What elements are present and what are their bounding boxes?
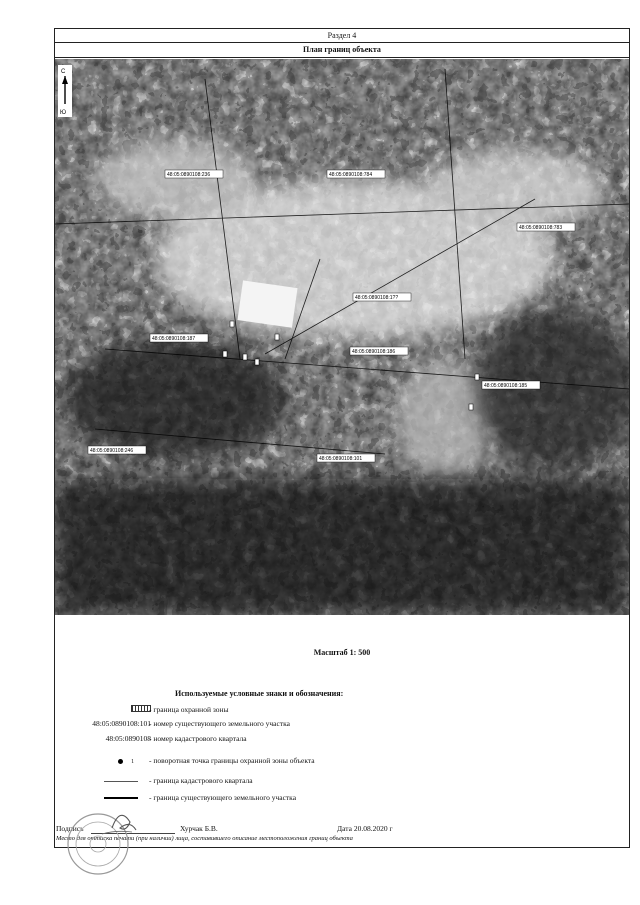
seal-note: Место для оттиска печати (при наличии) лица, составившего описание местоположения границ объекта [56,835,353,842]
map-label-187 [150,334,208,342]
map-label-185 [482,381,540,389]
svg-text:48:05:0890108:783: 48:05:0890108:783 [519,225,563,231]
svg-text:Ю: Ю [60,110,67,116]
map-label-783 [517,223,575,231]
page-title: План границ объекта [55,43,629,58]
legend-item-parcel-border: - граница существующего земельного участка [55,793,629,807]
svg-text:48:05:0890108:784: 48:05:0890108:784 [329,172,373,178]
svg-text:48:05:0890108:1??: 48:05:0890108:1?? [355,295,399,301]
svg-text:48:05:0890108:246: 48:05:0890108:246 [90,448,134,454]
signer-name: Хурчак Б.В. [180,824,218,833]
thin-line-icon [55,776,151,785]
zone-hatch-icon [55,705,151,714]
scale-label: Масштаб 1: 500 [313,648,371,657]
svg-text:48:05:0890108:186: 48:05:0890108:186 [352,349,396,355]
legend-item-turn-point: 1 - поворотная точка границы охранной зоны объекта [55,756,629,770]
signature-label: Подпись [56,824,84,833]
compass-icon [58,65,72,117]
svg-text:48:05:0890108:236: 48:05:0890108:236 [167,172,211,178]
map-label-236 [165,170,223,178]
section-header: Раздел 4 [55,29,629,43]
map-label-1xx [353,293,411,301]
legend-title: Используемые условные знаки и обозначения: [175,689,344,698]
legend-item-quarter-border: - граница кадастрового квартала [55,776,629,790]
map-label-186 [350,347,408,355]
building-shape [237,280,297,327]
svg-text:48:05:0890108:187: 48:05:0890108:187 [152,336,196,342]
map-label-101 [317,454,375,462]
svg-text:48:05:0890108:101: 48:05:0890108:101 [319,456,363,462]
document-frame [54,28,630,848]
map-label-246 [88,446,146,454]
legend-item-quarter-number: 48:05:0890108 - номер кадастрового квартала [105,734,247,743]
turn-point-icon: 1 [55,756,151,765]
svg-text:С: С [61,69,66,75]
legend-item-zone: - граница охранной зоны [55,705,629,719]
seal-stamp-icon [42,798,154,876]
map-label-784 [327,170,385,178]
signature-date: Дата 20.08.2020 г [337,824,393,833]
svg-text:48:05:0890108:185: 48:05:0890108:185 [484,383,528,389]
legend-item-parcel-number: 48:05:0890108:101 - номер существующего земельного участка [92,719,290,728]
aerial-map [55,59,629,615]
